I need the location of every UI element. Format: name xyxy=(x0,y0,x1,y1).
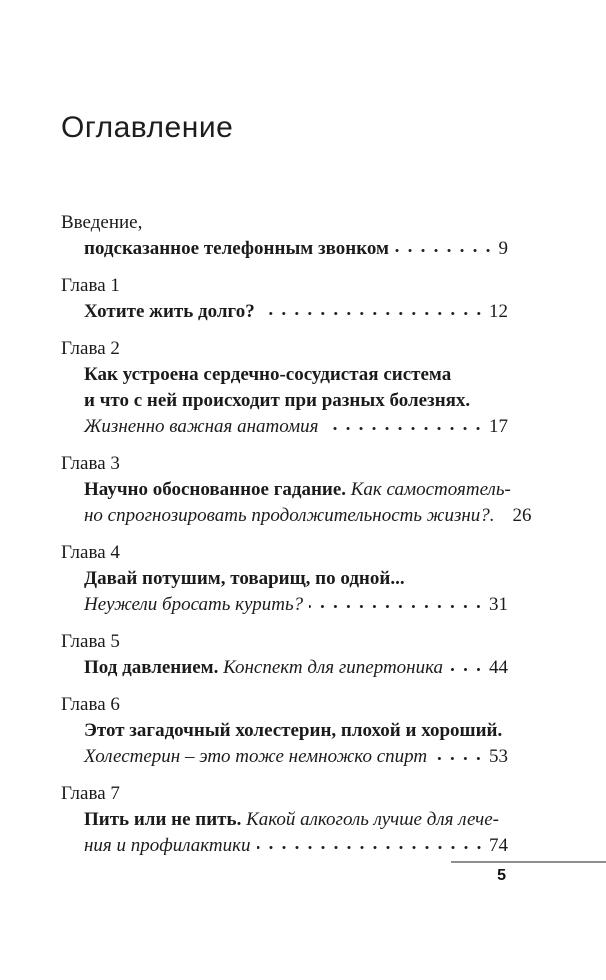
dot-leader xyxy=(309,605,485,610)
toc-line xyxy=(61,655,508,681)
toc-text-segment: Как устроена сердечно-сосудистая система xyxy=(84,364,452,385)
toc-text-segment: ния и профилактики xyxy=(84,835,251,856)
toc-text-segment: Научно обоснованное гадание. xyxy=(84,479,351,500)
toc-line xyxy=(61,388,508,414)
toc-entry-glava-4 xyxy=(61,540,508,618)
toc-line xyxy=(61,540,508,566)
toc-line xyxy=(61,451,508,477)
footer-page-number: 5 xyxy=(497,867,506,884)
toc-text-segment: подсказанное телефонным звонком xyxy=(84,238,389,259)
toc-entry-glava-3 xyxy=(61,451,532,529)
dot-leader xyxy=(261,312,485,317)
toc-entries xyxy=(61,210,532,859)
footer-rule xyxy=(451,861,606,863)
toc-text-segment: Холестерин – это тоже немножко спирт xyxy=(84,746,428,767)
dot-leader xyxy=(433,757,485,762)
toc-text-segment: Глава 3 xyxy=(61,453,120,474)
toc-line xyxy=(61,807,508,833)
toc-text-segment: Глава 4 xyxy=(61,542,120,563)
dot-leader xyxy=(449,668,485,673)
toc-line xyxy=(61,362,508,388)
toc-entry-glava-2 xyxy=(61,336,508,440)
toc-page-number: 17 xyxy=(489,416,508,437)
toc-text-segment: и что с ней происходит при разных болезнях. xyxy=(84,390,471,411)
toc-entry-glava-5 xyxy=(61,629,508,681)
toc-text-segment: Жизненно важная анатомия xyxy=(84,416,319,437)
toc-text-segment: Какой алкоголь лучше для лече- xyxy=(246,809,499,830)
toc-text-segment: Глава 6 xyxy=(61,694,120,715)
toc-line xyxy=(61,781,508,807)
toc-line xyxy=(61,592,508,618)
dot-leader xyxy=(395,249,495,254)
toc-text-segment: Этот загадочный холестерин, плохой и хороший. xyxy=(84,720,503,741)
toc-page-number: 9 xyxy=(498,238,508,259)
toc-text-segment: Глава 1 xyxy=(61,275,120,296)
toc-text-segment: Конспект для гипертоника xyxy=(223,657,444,678)
toc-line xyxy=(61,336,508,362)
toc-line xyxy=(61,236,508,262)
toc-line xyxy=(61,503,532,529)
toc-entry-glava-7 xyxy=(61,781,508,859)
toc-text-segment: Давай потушим, товарищ, по одной... xyxy=(84,568,405,589)
dot-leader xyxy=(257,846,485,851)
toc-entry-vvedenie xyxy=(61,210,508,262)
toc-line xyxy=(61,629,508,655)
toc-line xyxy=(61,833,508,859)
toc-text-segment: Глава 5 xyxy=(61,631,120,652)
toc-line xyxy=(61,692,508,718)
toc-text-segment: Неужели бросать курить? xyxy=(84,594,304,615)
toc-line xyxy=(61,414,508,440)
toc-line xyxy=(61,744,508,770)
toc-page-number: 12 xyxy=(489,301,508,322)
toc-line xyxy=(61,210,508,236)
toc-text-segment: Введение, xyxy=(61,212,143,233)
toc-text-segment: Пить или не пить. xyxy=(84,809,247,830)
toc-text-segment: но спрогнозировать продолжительность жизни?. xyxy=(84,505,495,526)
toc-line xyxy=(61,299,508,325)
toc-text-segment: Глава 7 xyxy=(61,783,120,804)
dot-leader xyxy=(501,516,509,521)
toc-entry-glava-6 xyxy=(61,692,508,770)
toc-text-segment: Как самостоятель- xyxy=(350,479,511,500)
page-title: Оглавление xyxy=(61,111,234,144)
dot-leader xyxy=(324,427,485,432)
toc-line xyxy=(61,566,508,592)
toc-line xyxy=(61,718,508,744)
toc-text-segment: Под давлением. xyxy=(84,657,224,678)
toc-page-number: 44 xyxy=(489,657,508,678)
toc-entry-glava-1 xyxy=(61,273,508,325)
toc-text-segment: Глава 2 xyxy=(61,338,120,359)
toc-page-number: 53 xyxy=(489,746,508,767)
toc-page-number: 31 xyxy=(489,594,508,615)
toc-line xyxy=(61,273,508,299)
toc-text-segment: Хотите жить долго? xyxy=(84,301,255,322)
toc-page-number: 74 xyxy=(489,835,508,856)
toc-line xyxy=(61,477,511,503)
toc-page-number: 26 xyxy=(512,505,532,526)
